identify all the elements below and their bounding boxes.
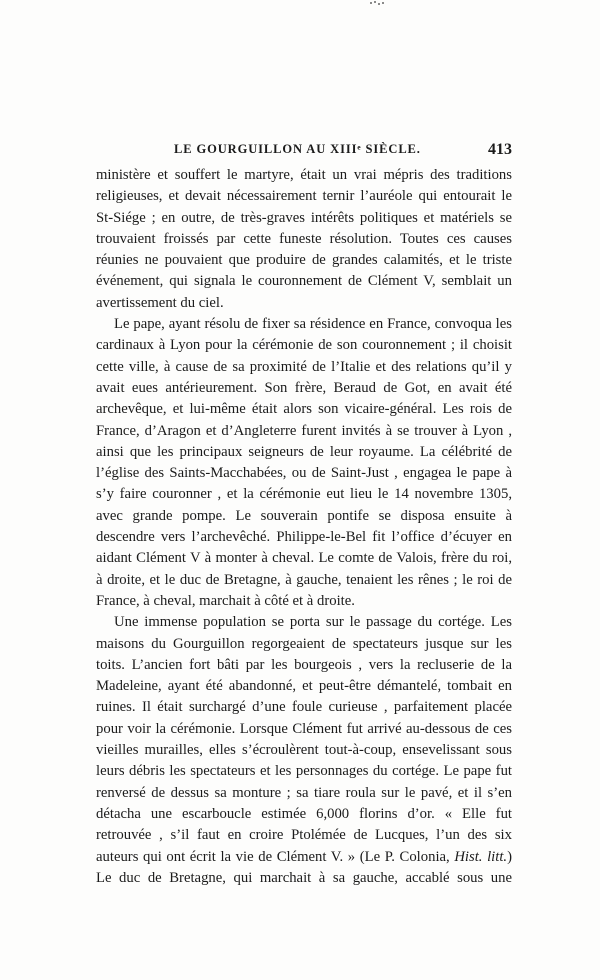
body-text [96,165,512,889]
running-head [96,142,512,164]
paragraph: Le pape, ayant résolu de fixer sa résidence en France, convoqua les cardinaux à Lyon pour la cérémonie de son couronnement ; il choisit cette ville, à cause de sa proximité de l’Italie et des relations qu’il y avait eues antérieurement. Son frère, Beraud de Got, en avait été archevêque, et lui-même était alors son vicaire-général. Les rois de France, d’Aragon et d’Angleterre furent invités à se trouver à Lyon , ainsi que les principaux seigneurs de leur royaume. La célébrité de l’église des Saints-Macchabées, ou de Saint-Just , engagea le pape à s’y faire couronner , et la cérémonie eut lieu le 14 novembre 1305, avec grande pompe. Le souverain pontife se disposa ensuite à descendre vers l’archevêché. Philippe-le-Bel fit l’office d’écuyer en aidant Clément V à monter à cheval. Le comte de Valois, frère du roi, à droite, et le duc de Bretagne, à gauche, tenaient les rênes ; le roi de France, à cheval, marchait à côté et à droite. [96,316,512,609]
paragraph [96,612,512,889]
paragraph: ministère et souffert le martyre, était un vrai mépris des traditions religieuses, et devait nécessairement ternir l’auréole qui entourait le St-Siége ; en outre, de très-graves intérêts politiques et matériels se trouvaient froissés par cette funeste résolution. Toutes ces causes réunies ne pouvaient que produire de grandes calamités, et le triste événement, qui signala le couronnement de Clément V, semblait un avertissement du ciel. [96,167,512,311]
page-number: 413 [488,141,512,158]
paragraph-text: Une immense population se porta sur le passage du cortége. Les maisons du Gourguillon regorgeaient de spectateurs jusque sur les toits. L’ancien fort bâti par les bourgeois , vers la recluserie de la Madeleine, ayant été abandonné, et peut-être démantelé, tombait en ruines. Il était surchargé d’une foule curieuse , parfaitement placée pour voir la cérémonie. Lorsque Clément fut arrivé au-dessous de ces vieilles murailles, elles s’écroulèrent tout-à-coup, ensevelissant sous leurs débris les spectateurs et les personnages du cortége. Le pape fut renversé de dessus sa monture ; sa tiare roula sur le pavé, et il s’en détacha une escarboucle estimée 6,000 florins d’or. « Elle fut retrouvée , s’il faut en croire Ptolémée de Lucques, l’un des six auteurs qui ont écrit la vie de Clément V. » (Le P. Colonia, [96,614,512,865]
citation-title: Hist. litt. [454,848,508,865]
ink-mark [368,0,386,6]
running-title: LE GOURGUILLON AU XIIIᵉ SIÈCLE. [174,142,421,156]
paragraph-tail: ) Le duc de Bretagne, qui marchait à sa gauche, accablé sous une [96,848,512,886]
